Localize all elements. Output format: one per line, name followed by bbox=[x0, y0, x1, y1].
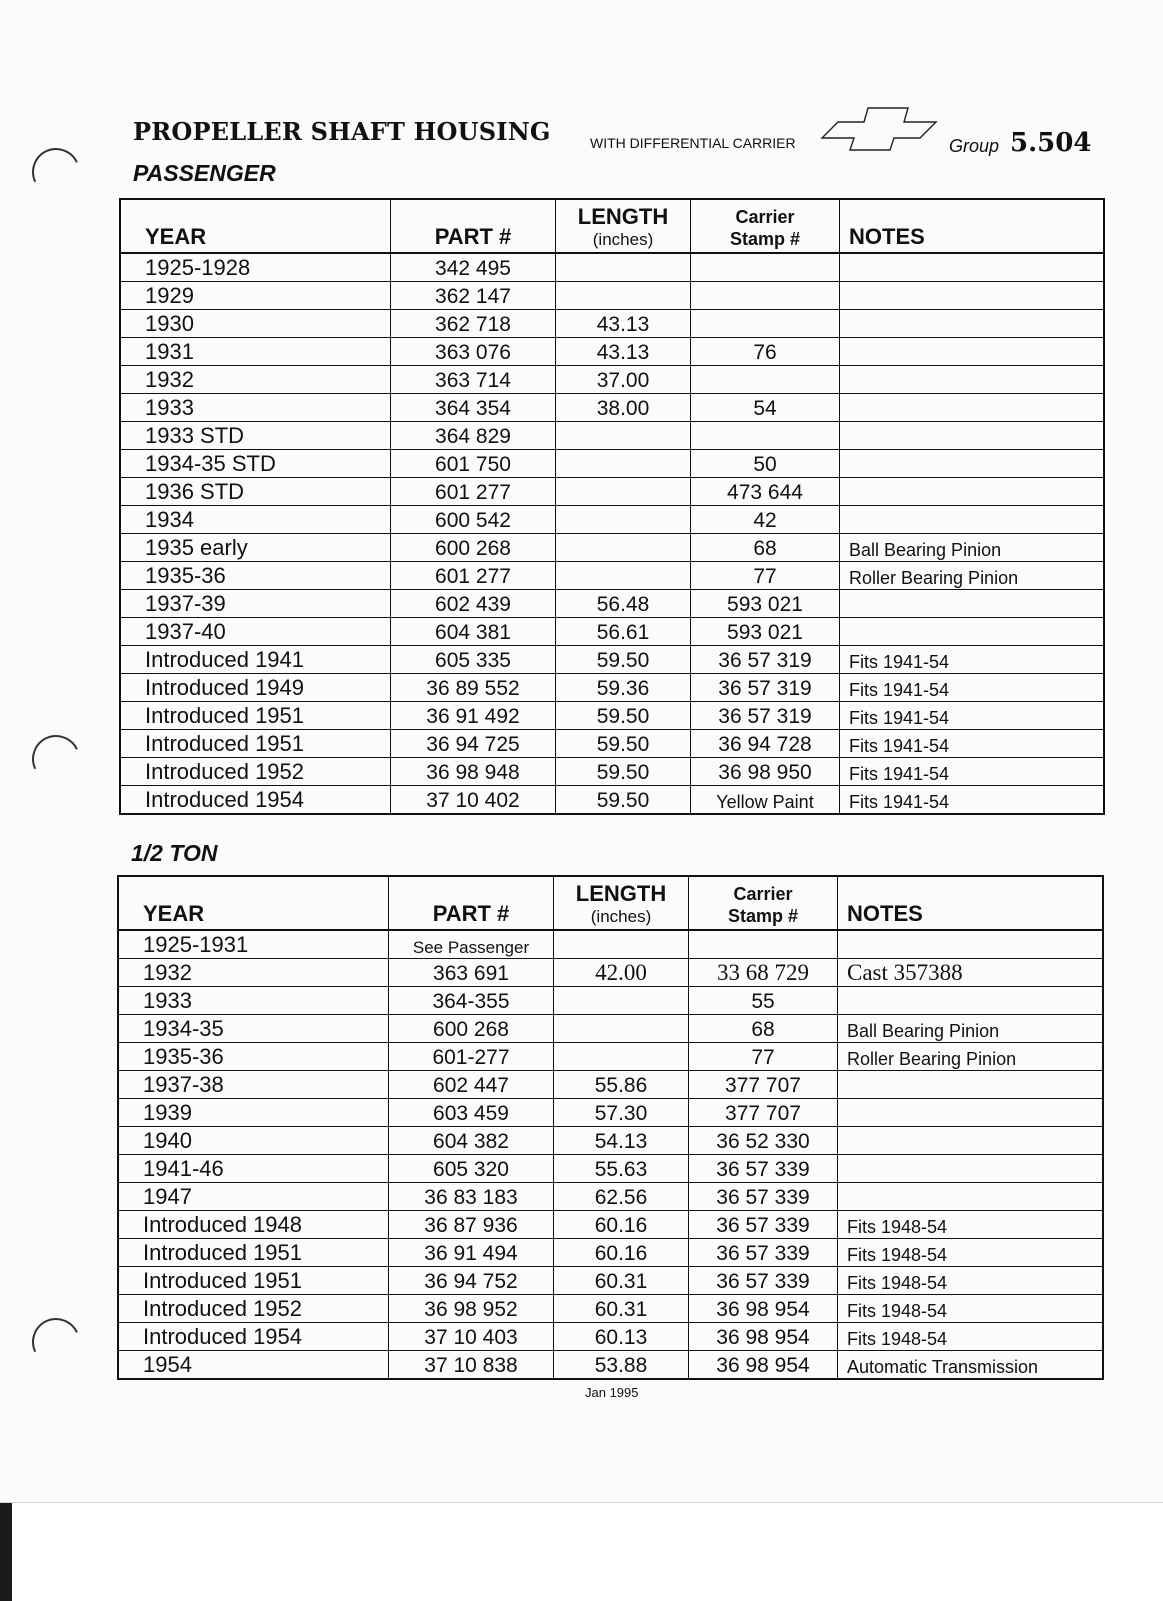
column-header-stamp-top: Carrier bbox=[733, 884, 793, 904]
cell-carrier-stamp: 33 68 729 bbox=[689, 959, 838, 987]
cell-carrier-stamp: 36 98 954 bbox=[689, 1323, 838, 1351]
column-header-stamp-top: Carrier bbox=[735, 207, 795, 227]
column-header-year: YEAR bbox=[120, 199, 391, 253]
table-header-row bbox=[120, 199, 1104, 253]
cell-carrier-stamp: 36 57 319 bbox=[691, 674, 840, 702]
table-row bbox=[120, 786, 1104, 815]
table-row bbox=[118, 1099, 1103, 1127]
column-header-stamp bbox=[689, 876, 838, 930]
cell-part-number: 600 542 bbox=[391, 506, 556, 534]
cell-length: 53.88 bbox=[554, 1351, 689, 1380]
table-row bbox=[118, 1043, 1103, 1071]
cell-carrier-stamp: 36 57 339 bbox=[689, 1183, 838, 1211]
table-row bbox=[118, 1183, 1103, 1211]
cell-notes bbox=[840, 282, 1105, 310]
cell-notes: Fits 1941-54 bbox=[840, 730, 1105, 758]
binder-hole bbox=[25, 1311, 87, 1373]
table-row bbox=[118, 1239, 1103, 1267]
table-row bbox=[118, 959, 1103, 987]
cell-year: Introduced 1952 bbox=[118, 1295, 389, 1323]
cell-carrier-stamp: 54 bbox=[691, 394, 840, 422]
cell-notes: Ball Bearing Pinion bbox=[840, 534, 1105, 562]
cell-length: 56.48 bbox=[556, 590, 691, 618]
cell-part-number: 37 10 838 bbox=[389, 1351, 554, 1380]
cell-length: 60.31 bbox=[554, 1267, 689, 1295]
table-row bbox=[120, 674, 1104, 702]
table-row bbox=[120, 562, 1104, 590]
cell-part-number: 36 94 752 bbox=[389, 1267, 554, 1295]
cell-notes bbox=[840, 478, 1105, 506]
table-row bbox=[120, 758, 1104, 786]
table-row bbox=[120, 394, 1104, 422]
cell-carrier-stamp: 36 98 950 bbox=[691, 758, 840, 786]
cell-length bbox=[556, 282, 691, 310]
cell-part-number: 362 147 bbox=[391, 282, 556, 310]
cell-notes bbox=[838, 1127, 1104, 1155]
column-header-length-unit: (inches) bbox=[592, 230, 654, 249]
cell-length: 59.50 bbox=[556, 646, 691, 674]
cell-carrier-stamp: 50 bbox=[691, 450, 840, 478]
cell-notes: Fits 1948-54 bbox=[838, 1211, 1104, 1239]
cell-part-number: 600 268 bbox=[389, 1015, 554, 1043]
binder-hole bbox=[25, 141, 87, 203]
column-header-part: PART # bbox=[391, 199, 556, 253]
cell-year: 1937-40 bbox=[120, 618, 391, 646]
cell-length: 54.13 bbox=[554, 1127, 689, 1155]
cell-part-number: 36 98 952 bbox=[389, 1295, 554, 1323]
cell-year: 1925-1931 bbox=[118, 930, 389, 959]
group-label: Group bbox=[949, 136, 1000, 156]
column-header-length-label: LENGTH bbox=[575, 881, 667, 906]
document-date: Jan 1995 bbox=[585, 1385, 639, 1400]
cell-length bbox=[556, 422, 691, 450]
passenger-parts-table bbox=[119, 198, 1105, 815]
cell-carrier-stamp: 36 57 339 bbox=[689, 1267, 838, 1295]
cell-part-number: 36 83 183 bbox=[389, 1183, 554, 1211]
cell-carrier-stamp: 36 57 339 bbox=[689, 1239, 838, 1267]
cell-length: 60.16 bbox=[554, 1239, 689, 1267]
cell-carrier-stamp: 36 57 319 bbox=[691, 702, 840, 730]
cell-notes: Ball Bearing Pinion bbox=[838, 1015, 1104, 1043]
cell-carrier-stamp: 36 98 954 bbox=[689, 1295, 838, 1323]
table-row bbox=[118, 1127, 1103, 1155]
cell-part-number: 37 10 403 bbox=[389, 1323, 554, 1351]
cell-part-number: 605 335 bbox=[391, 646, 556, 674]
cell-length: 42.00 bbox=[554, 959, 689, 987]
cell-notes bbox=[838, 987, 1104, 1015]
cell-year: Introduced 1951 bbox=[120, 730, 391, 758]
cell-part-number: 602 439 bbox=[391, 590, 556, 618]
cell-length bbox=[554, 987, 689, 1015]
cell-carrier-stamp bbox=[691, 282, 840, 310]
cell-part-number: 36 87 936 bbox=[389, 1211, 554, 1239]
cell-part-number: 364 829 bbox=[391, 422, 556, 450]
cell-year: Introduced 1952 bbox=[120, 758, 391, 786]
cell-part-number: 601 277 bbox=[391, 478, 556, 506]
table-row bbox=[118, 1155, 1103, 1183]
binder-hole bbox=[25, 728, 87, 790]
cell-length bbox=[554, 930, 689, 959]
table-row bbox=[120, 338, 1104, 366]
cell-part-number: 36 91 494 bbox=[389, 1239, 554, 1267]
cell-part-number: 604 382 bbox=[389, 1127, 554, 1155]
cell-year: Introduced 1951 bbox=[120, 702, 391, 730]
cell-year: Introduced 1954 bbox=[118, 1323, 389, 1351]
column-header-length-unit: (inches) bbox=[590, 907, 652, 926]
cell-carrier-stamp: 377 707 bbox=[689, 1099, 838, 1127]
cell-notes bbox=[840, 506, 1105, 534]
cell-notes bbox=[838, 1155, 1104, 1183]
cell-part-number: 37 10 402 bbox=[391, 786, 556, 815]
cell-year: 1931 bbox=[120, 338, 391, 366]
column-header-stamp-bottom: Stamp # bbox=[727, 906, 799, 926]
cell-length bbox=[556, 506, 691, 534]
cell-part-number: 363 076 bbox=[391, 338, 556, 366]
cell-year: 1933 bbox=[120, 394, 391, 422]
cell-carrier-stamp: 36 94 728 bbox=[691, 730, 840, 758]
table-header-row bbox=[118, 876, 1103, 930]
column-header-length bbox=[556, 199, 691, 253]
table-row bbox=[120, 590, 1104, 618]
cell-year: Introduced 1951 bbox=[118, 1239, 389, 1267]
document-title: PROPELLER SHAFT HOUSING bbox=[133, 117, 551, 146]
cell-year: 1954 bbox=[118, 1351, 389, 1380]
cell-notes bbox=[840, 450, 1105, 478]
table-row bbox=[120, 310, 1104, 338]
table-row bbox=[118, 987, 1103, 1015]
cell-year: Introduced 1954 bbox=[120, 786, 391, 815]
bowtie-logo-icon bbox=[820, 104, 938, 154]
cell-year: 1935-36 bbox=[118, 1043, 389, 1071]
table-row bbox=[120, 534, 1104, 562]
cell-length: 60.13 bbox=[554, 1323, 689, 1351]
scan-edge bbox=[0, 1503, 12, 1601]
cell-year: 1934-35 STD bbox=[120, 450, 391, 478]
cell-part-number: 36 89 552 bbox=[391, 674, 556, 702]
cell-part-number: 363 714 bbox=[391, 366, 556, 394]
cell-year: 1934-35 bbox=[118, 1015, 389, 1043]
table-row bbox=[120, 422, 1104, 450]
cell-year: 1937-38 bbox=[118, 1071, 389, 1099]
column-header-stamp bbox=[691, 199, 840, 253]
cell-carrier-stamp: 68 bbox=[689, 1015, 838, 1043]
cell-notes: Fits 1941-54 bbox=[840, 702, 1105, 730]
cell-notes: Fits 1948-54 bbox=[838, 1295, 1104, 1323]
cell-part-number: 36 98 948 bbox=[391, 758, 556, 786]
cell-notes: Cast 357388 bbox=[838, 959, 1104, 987]
cell-notes bbox=[838, 1183, 1104, 1211]
cell-carrier-stamp: 36 57 339 bbox=[689, 1211, 838, 1239]
table-row bbox=[120, 730, 1104, 758]
table-row bbox=[120, 618, 1104, 646]
cell-carrier-stamp: 42 bbox=[691, 506, 840, 534]
cell-carrier-stamp: 77 bbox=[691, 562, 840, 590]
cell-length: 60.31 bbox=[554, 1295, 689, 1323]
half-ton-parts-table bbox=[117, 875, 1104, 1380]
cell-notes: Roller Bearing Pinion bbox=[838, 1043, 1104, 1071]
cell-year: 1932 bbox=[120, 366, 391, 394]
table-row bbox=[118, 930, 1103, 959]
cell-part-number: 601 277 bbox=[391, 562, 556, 590]
cell-part-number: 363 691 bbox=[389, 959, 554, 987]
cell-carrier-stamp bbox=[689, 930, 838, 959]
cell-part-number: See Passenger bbox=[389, 930, 554, 959]
cell-length: 43.13 bbox=[556, 338, 691, 366]
cell-length: 56.61 bbox=[556, 618, 691, 646]
cell-length bbox=[554, 1043, 689, 1071]
scan-bottom-margin bbox=[0, 1502, 1163, 1601]
cell-notes: Fits 1941-54 bbox=[840, 646, 1105, 674]
cell-length bbox=[556, 562, 691, 590]
cell-year: 1947 bbox=[118, 1183, 389, 1211]
cell-notes: Fits 1941-54 bbox=[840, 786, 1105, 815]
cell-carrier-stamp: 36 52 330 bbox=[689, 1127, 838, 1155]
cell-part-number: 601-277 bbox=[389, 1043, 554, 1071]
cell-length: 55.63 bbox=[554, 1155, 689, 1183]
table-row bbox=[118, 1015, 1103, 1043]
cell-length: 59.50 bbox=[556, 786, 691, 815]
table-row bbox=[120, 282, 1104, 310]
cell-notes: Fits 1948-54 bbox=[838, 1239, 1104, 1267]
cell-carrier-stamp: Yellow Paint bbox=[691, 786, 840, 815]
section-title-half-ton: 1/2 TON bbox=[131, 840, 218, 866]
cell-part-number: 342 495 bbox=[391, 253, 556, 282]
cell-year: Introduced 1949 bbox=[120, 674, 391, 702]
cell-carrier-stamp: 473 644 bbox=[691, 478, 840, 506]
cell-part-number: 601 750 bbox=[391, 450, 556, 478]
cell-carrier-stamp: 36 57 319 bbox=[691, 646, 840, 674]
cell-notes bbox=[840, 338, 1105, 366]
column-header-stamp-bottom: Stamp # bbox=[729, 229, 801, 249]
cell-part-number: 603 459 bbox=[389, 1099, 554, 1127]
cell-notes bbox=[840, 590, 1105, 618]
cell-carrier-stamp: 377 707 bbox=[689, 1071, 838, 1099]
cell-year: 1935 early bbox=[120, 534, 391, 562]
cell-length bbox=[554, 1015, 689, 1043]
cell-carrier-stamp: 36 57 339 bbox=[689, 1155, 838, 1183]
cell-length: 62.56 bbox=[554, 1183, 689, 1211]
cell-part-number: 36 91 492 bbox=[391, 702, 556, 730]
cell-length: 57.30 bbox=[554, 1099, 689, 1127]
cell-notes bbox=[838, 1071, 1104, 1099]
table-row bbox=[120, 478, 1104, 506]
cell-year: 1937-39 bbox=[120, 590, 391, 618]
cell-year: 1929 bbox=[120, 282, 391, 310]
cell-length: 59.36 bbox=[556, 674, 691, 702]
cell-carrier-stamp bbox=[691, 366, 840, 394]
cell-notes bbox=[840, 422, 1105, 450]
cell-carrier-stamp: 77 bbox=[689, 1043, 838, 1071]
cell-notes bbox=[840, 394, 1105, 422]
cell-length: 59.50 bbox=[556, 730, 691, 758]
column-header-length bbox=[554, 876, 689, 930]
cell-notes: Automatic Transmission bbox=[838, 1351, 1104, 1380]
cell-length: 43.13 bbox=[556, 310, 691, 338]
cell-carrier-stamp: 36 98 954 bbox=[689, 1351, 838, 1380]
cell-part-number: 36 94 725 bbox=[391, 730, 556, 758]
cell-year: 1933 STD bbox=[120, 422, 391, 450]
table-row bbox=[118, 1295, 1103, 1323]
table-row bbox=[120, 450, 1104, 478]
cell-part-number: 602 447 bbox=[389, 1071, 554, 1099]
table-row bbox=[118, 1351, 1103, 1380]
cell-year: 1936 STD bbox=[120, 478, 391, 506]
column-header-year: YEAR bbox=[118, 876, 389, 930]
cell-year: 1941-46 bbox=[118, 1155, 389, 1183]
cell-length: 37.00 bbox=[556, 366, 691, 394]
cell-notes bbox=[840, 618, 1105, 646]
cell-year: 1939 bbox=[118, 1099, 389, 1127]
cell-year: 1933 bbox=[118, 987, 389, 1015]
cell-length: 59.50 bbox=[556, 758, 691, 786]
table-row bbox=[120, 646, 1104, 674]
cell-notes: Fits 1948-54 bbox=[838, 1267, 1104, 1295]
cell-carrier-stamp bbox=[691, 422, 840, 450]
cell-notes: Fits 1948-54 bbox=[838, 1323, 1104, 1351]
cell-notes: Roller Bearing Pinion bbox=[840, 562, 1105, 590]
cell-length bbox=[556, 534, 691, 562]
cell-notes bbox=[840, 253, 1105, 282]
cell-part-number: 600 268 bbox=[391, 534, 556, 562]
cell-carrier-stamp: 76 bbox=[691, 338, 840, 366]
table-row bbox=[118, 1323, 1103, 1351]
cell-length: 60.16 bbox=[554, 1211, 689, 1239]
cell-year: 1940 bbox=[118, 1127, 389, 1155]
cell-part-number: 364 354 bbox=[391, 394, 556, 422]
cell-year: 1935-36 bbox=[120, 562, 391, 590]
column-header-length-label: LENGTH bbox=[577, 204, 669, 229]
table-row bbox=[120, 366, 1104, 394]
cell-notes bbox=[840, 366, 1105, 394]
cell-year: Introduced 1951 bbox=[118, 1267, 389, 1295]
cell-length: 59.50 bbox=[556, 702, 691, 730]
cell-length bbox=[556, 478, 691, 506]
cell-notes bbox=[838, 1099, 1104, 1127]
cell-notes bbox=[838, 930, 1104, 959]
cell-part-number: 362 718 bbox=[391, 310, 556, 338]
cell-year: Introduced 1948 bbox=[118, 1211, 389, 1239]
cell-part-number: 605 320 bbox=[389, 1155, 554, 1183]
cell-carrier-stamp bbox=[691, 310, 840, 338]
cell-year: 1930 bbox=[120, 310, 391, 338]
cell-carrier-stamp bbox=[691, 253, 840, 282]
column-header-notes: NOTES bbox=[838, 876, 1104, 930]
table-row bbox=[118, 1267, 1103, 1295]
table-row bbox=[120, 506, 1104, 534]
table-row bbox=[118, 1211, 1103, 1239]
cell-length bbox=[556, 450, 691, 478]
section-title-passenger: PASSENGER bbox=[133, 160, 276, 186]
cell-year: 1925-1928 bbox=[120, 253, 391, 282]
group-number: 5.504 bbox=[1010, 128, 1092, 158]
cell-notes: Fits 1941-54 bbox=[840, 758, 1105, 786]
cell-year: Introduced 1941 bbox=[120, 646, 391, 674]
column-header-notes: NOTES bbox=[840, 199, 1105, 253]
cell-notes bbox=[840, 310, 1105, 338]
cell-notes: Fits 1941-54 bbox=[840, 674, 1105, 702]
table-row bbox=[120, 702, 1104, 730]
cell-year: 1932 bbox=[118, 959, 389, 987]
cell-part-number: 604 381 bbox=[391, 618, 556, 646]
column-header-part: PART # bbox=[389, 876, 554, 930]
cell-year: 1934 bbox=[120, 506, 391, 534]
cell-carrier-stamp: 68 bbox=[691, 534, 840, 562]
cell-carrier-stamp: 593 021 bbox=[691, 590, 840, 618]
cell-length bbox=[556, 253, 691, 282]
cell-part-number: 364-355 bbox=[389, 987, 554, 1015]
document-subtitle: WITH DIFFERENTIAL CARRIER bbox=[590, 135, 796, 151]
cell-length: 38.00 bbox=[556, 394, 691, 422]
cell-length: 55.86 bbox=[554, 1071, 689, 1099]
table-row bbox=[118, 1071, 1103, 1099]
cell-carrier-stamp: 55 bbox=[689, 987, 838, 1015]
table-row bbox=[120, 253, 1104, 282]
cell-carrier-stamp: 593 021 bbox=[691, 618, 840, 646]
